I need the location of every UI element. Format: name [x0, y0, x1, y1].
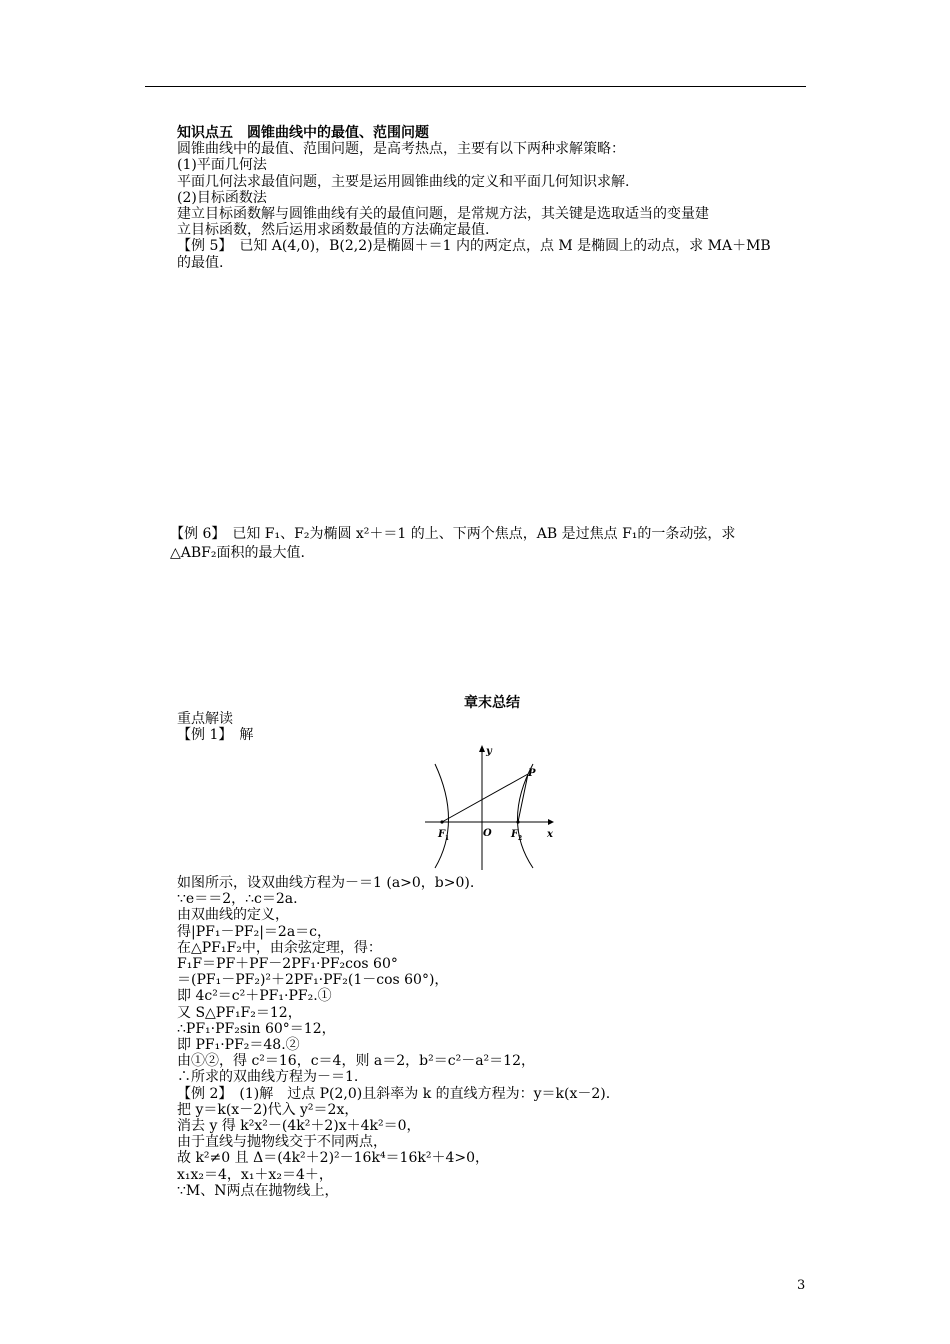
- label-f1: F: [438, 829, 446, 840]
- solution-line: 消去 y 得 k²x²－(4k²＋2)x＋4k²＝0，: [177, 1118, 421, 1135]
- solution-line: x₁x₂＝4，x₁＋x₂＝4＋，: [177, 1166, 333, 1183]
- paragraph-line: 立目标函数，然后运用求函数最值的方法确定最值.: [177, 222, 490, 239]
- focus-f2-dot: [516, 820, 519, 823]
- solution-line: ∴所求的双曲线方程为－＝1.: [177, 1069, 359, 1086]
- section-title: 知识点五 圆锥曲线中的最值、范围问题: [177, 125, 429, 141]
- x-axis-arrow: [548, 819, 554, 825]
- solution-line: 得|PF₁－PF₂|＝2a＝c，: [177, 923, 332, 940]
- label-f2: F: [511, 829, 519, 840]
- example-6-line: 【例 6】 已知 F₁、F₂为椭圆 x²＋＝1 的上、下两个焦点，AB 是过焦点 F₁的一条动弦，求: [170, 526, 736, 542]
- solution-line: 即 PF₁·PF₂＝48.②: [177, 1037, 300, 1054]
- right-branch: [518, 764, 534, 868]
- solution-line: ∴PF₁·PF₂sin 60°＝12，: [177, 1020, 336, 1037]
- page-number: 3: [797, 1278, 806, 1293]
- solution-text: [177, 875, 807, 1199]
- solution-line: 如图所示，设双曲线方程为－＝1 (a>0，b>0).: [177, 875, 475, 891]
- paragraph-line: 平面几何法求最值问题，主要是运用圆锥曲线的定义和平面几何知识求解.: [177, 173, 630, 190]
- solution-line: 又 S△PF₁F₂＝12，: [177, 1004, 302, 1021]
- header-rule: [145, 86, 806, 87]
- label-f1-sub: 1: [445, 835, 450, 842]
- example-6: [170, 525, 800, 563]
- label-p: P: [528, 768, 536, 779]
- summary-subtitle: 重点解读: [177, 711, 233, 727]
- solution-line: 由于直线与抛物线交于不同两点，: [177, 1134, 387, 1151]
- paragraph-line: 圆锥曲线中的最值、范围问题，是高考热点，主要有以下两种求解策略：: [177, 141, 625, 158]
- solution-line: ＝(PF₁－PF₂)²＋2PF₁·PF₂(1－cos 60°)，: [177, 972, 449, 989]
- solution-line: 故 k²≠0 且 Δ＝(4k²＋2)²－16k⁴＝16k²＋4>0，: [177, 1150, 490, 1167]
- solution-line: 由①②，得 c²＝16，c＝4，则 a＝2，b²＝c²－a²＝12，: [177, 1053, 535, 1070]
- solution-line: ∵M、N两点在抛物线上，: [177, 1182, 339, 1199]
- solution-line: F₁F＝PF＋PF－2PF₁·PF₂cos 60°: [177, 956, 398, 973]
- solution-line: 在△PF₁F₂中，由余弦定理，得：: [177, 939, 382, 956]
- paragraph-line: (1)平面几何法: [177, 157, 267, 174]
- label-x: x: [547, 829, 553, 840]
- hyperbola-diagram: [420, 742, 560, 872]
- example-5-line: 的最值.: [177, 254, 224, 271]
- left-branch: [435, 764, 449, 868]
- solution-line: 即 4c²＝c²＋PF₁·PF₂.①: [177, 988, 332, 1005]
- solution-line: 【例 2】 (1)解 过点 P(2,0)且斜率为 k 的直线方程为：y＝k(x－2).: [177, 1085, 611, 1102]
- solution-line: 把 y＝k(x－2)代入 y²＝2x，: [177, 1101, 359, 1118]
- example-1-head: 【例 1】 解: [177, 727, 254, 744]
- label-o: O: [483, 828, 492, 839]
- paragraph-line: 建立目标函数解与圆锥曲线有关的最值问题，是常规方法，其关键是选取适当的变量建: [177, 206, 709, 223]
- label-f2-sub: 2: [518, 835, 523, 842]
- y-axis-arrow: [479, 745, 485, 752]
- line-f1-p: [442, 774, 528, 822]
- example-6-line: △ABF₂面积的最大值.: [170, 545, 305, 561]
- paragraph-line: (2)目标函数法: [177, 189, 267, 206]
- solution-line: ∵e＝＝2，∴c＝2a.: [177, 891, 298, 908]
- summary-title: 章末总结: [464, 695, 520, 711]
- hyperbola-figure: [420, 742, 560, 872]
- label-y: y: [486, 746, 492, 757]
- focus-f1-dot: [440, 820, 443, 823]
- example-5-line: 【例 5】 已知 A(4,0)，B(2,2)是椭圆＋＝1 内的两定点，点 M 是椭圆上的动点，求 MA＋MB: [177, 238, 771, 255]
- solution-line: 由双曲线的定义，: [177, 907, 289, 924]
- summary-header: [177, 711, 807, 743]
- section-5: [177, 125, 807, 271]
